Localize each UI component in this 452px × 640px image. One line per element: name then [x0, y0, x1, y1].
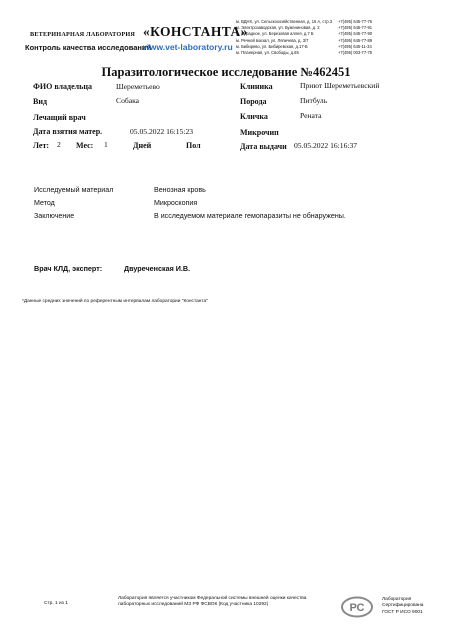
species-label: Вид: [33, 97, 47, 106]
issue-date-label: Дата выдачи: [240, 142, 287, 151]
fsvok-text-line2: лабораторных исследований МЗ РФ ФСВОК (Код участника 10292): [118, 602, 269, 607]
material-label: Исследуемый материал: [34, 186, 114, 194]
reference-note: *Данные средних значений по референтным интервалам лаборатории "Константа": [22, 299, 208, 304]
cert-line: ГОСТ Р ИСО 9001: [382, 609, 423, 615]
phone-text: +7(495) 645-77-90: [338, 31, 373, 37]
material-value: Венозная кровь: [154, 186, 206, 194]
conclusion-value: В исследуемом материале гемопаразиты не обнаружены.: [154, 212, 346, 220]
microchip-label: Микрочип: [240, 128, 279, 137]
sex-label: Пол: [186, 141, 201, 150]
address-text: м. Планерная, ул. Свободы, д.65: [236, 49, 299, 55]
fsvok-text-line1: Лаборатория является участником Федеральной системы внешней оценки качества: [118, 596, 307, 601]
phone-text: +7(495) 645-77-76: [338, 19, 373, 24]
address-text: м. Электрозаводская, ул. Бужениновая, д. 2: [236, 25, 320, 31]
phone-text: +7(495) 645-11-34: [338, 43, 372, 49]
clinic-label: Клиника: [240, 82, 273, 91]
method-label: Метод: [34, 199, 55, 207]
method-value: Микроскопия: [154, 199, 198, 207]
address-text: м. Бибирево, ул. Бибиревская, д.17-Б: [236, 43, 308, 49]
breed-value: Питбуль: [300, 96, 328, 105]
lab-subtitle: Контроль качества исследований: [25, 43, 152, 52]
address-text: м. ВДНХ, ул. Сельскохозяйственная, д. 16 А, стр.3: [236, 19, 333, 24]
years-label: Лет:: [33, 141, 50, 150]
species-value: Собака: [116, 96, 140, 105]
certification-text: [382, 597, 423, 616]
cert-line: Лаборатория: [382, 597, 412, 602]
phone-text: +7(495) 645-77-91: [338, 25, 373, 31]
page-number: Стр. 1 из 1: [44, 601, 68, 606]
owner-label: ФИО владельца: [33, 82, 92, 91]
years-value: 2: [57, 140, 61, 149]
doctor-label: Лечащий врач: [33, 113, 86, 122]
signature-name: Двуреченская И.В.: [124, 264, 191, 273]
phone-text: +7(495) 645-77-89: [338, 37, 373, 43]
address-text: м. Речной вокзал, ул. Ляпичева, д. 3/7: [236, 37, 309, 43]
page-title: Паразитологическое исследование №462451: [101, 65, 351, 79]
conclusion-label: Заключение: [34, 212, 75, 220]
nickname-value: Рената: [300, 111, 322, 120]
address-list: [236, 19, 436, 56]
issue-date-value: 05.05.2022 16:16:37: [294, 141, 358, 150]
phone-text: +7(495) 003-77-75: [338, 49, 373, 55]
days-label: Дней: [133, 141, 152, 150]
clinic-value: Приют Шереметьевский: [300, 81, 380, 90]
cert-line: Сертифицирована: [382, 603, 424, 609]
months-value: 1: [104, 140, 108, 149]
certification-logo-icon: [340, 596, 376, 618]
svg-text:РС: РС: [349, 602, 365, 614]
lab-prefix: ВЕТЕРИНАРНАЯ ЛАБОРАТОРИЯ: [30, 31, 136, 38]
sample-date-value: 05.05.2022 16:15:23: [130, 127, 194, 136]
nickname-label: Кличка: [240, 112, 268, 121]
address-row: [236, 50, 436, 56]
sample-date-label: Дата взятия матер.: [33, 127, 103, 136]
owner-value: Шереметьево: [116, 82, 160, 91]
address-text: м. Отрадное, ул. Березовая аллея, д.7 Б: [236, 31, 314, 37]
months-label: Мес:: [76, 141, 94, 150]
breed-label: Порода: [240, 97, 267, 106]
lab-website-link[interactable]: www.vet-laboratory.ru: [143, 42, 233, 52]
lab-brand: «КОНСТАНТА»: [143, 24, 248, 39]
signature-label: Врач КЛД, эксперт:: [34, 264, 103, 273]
